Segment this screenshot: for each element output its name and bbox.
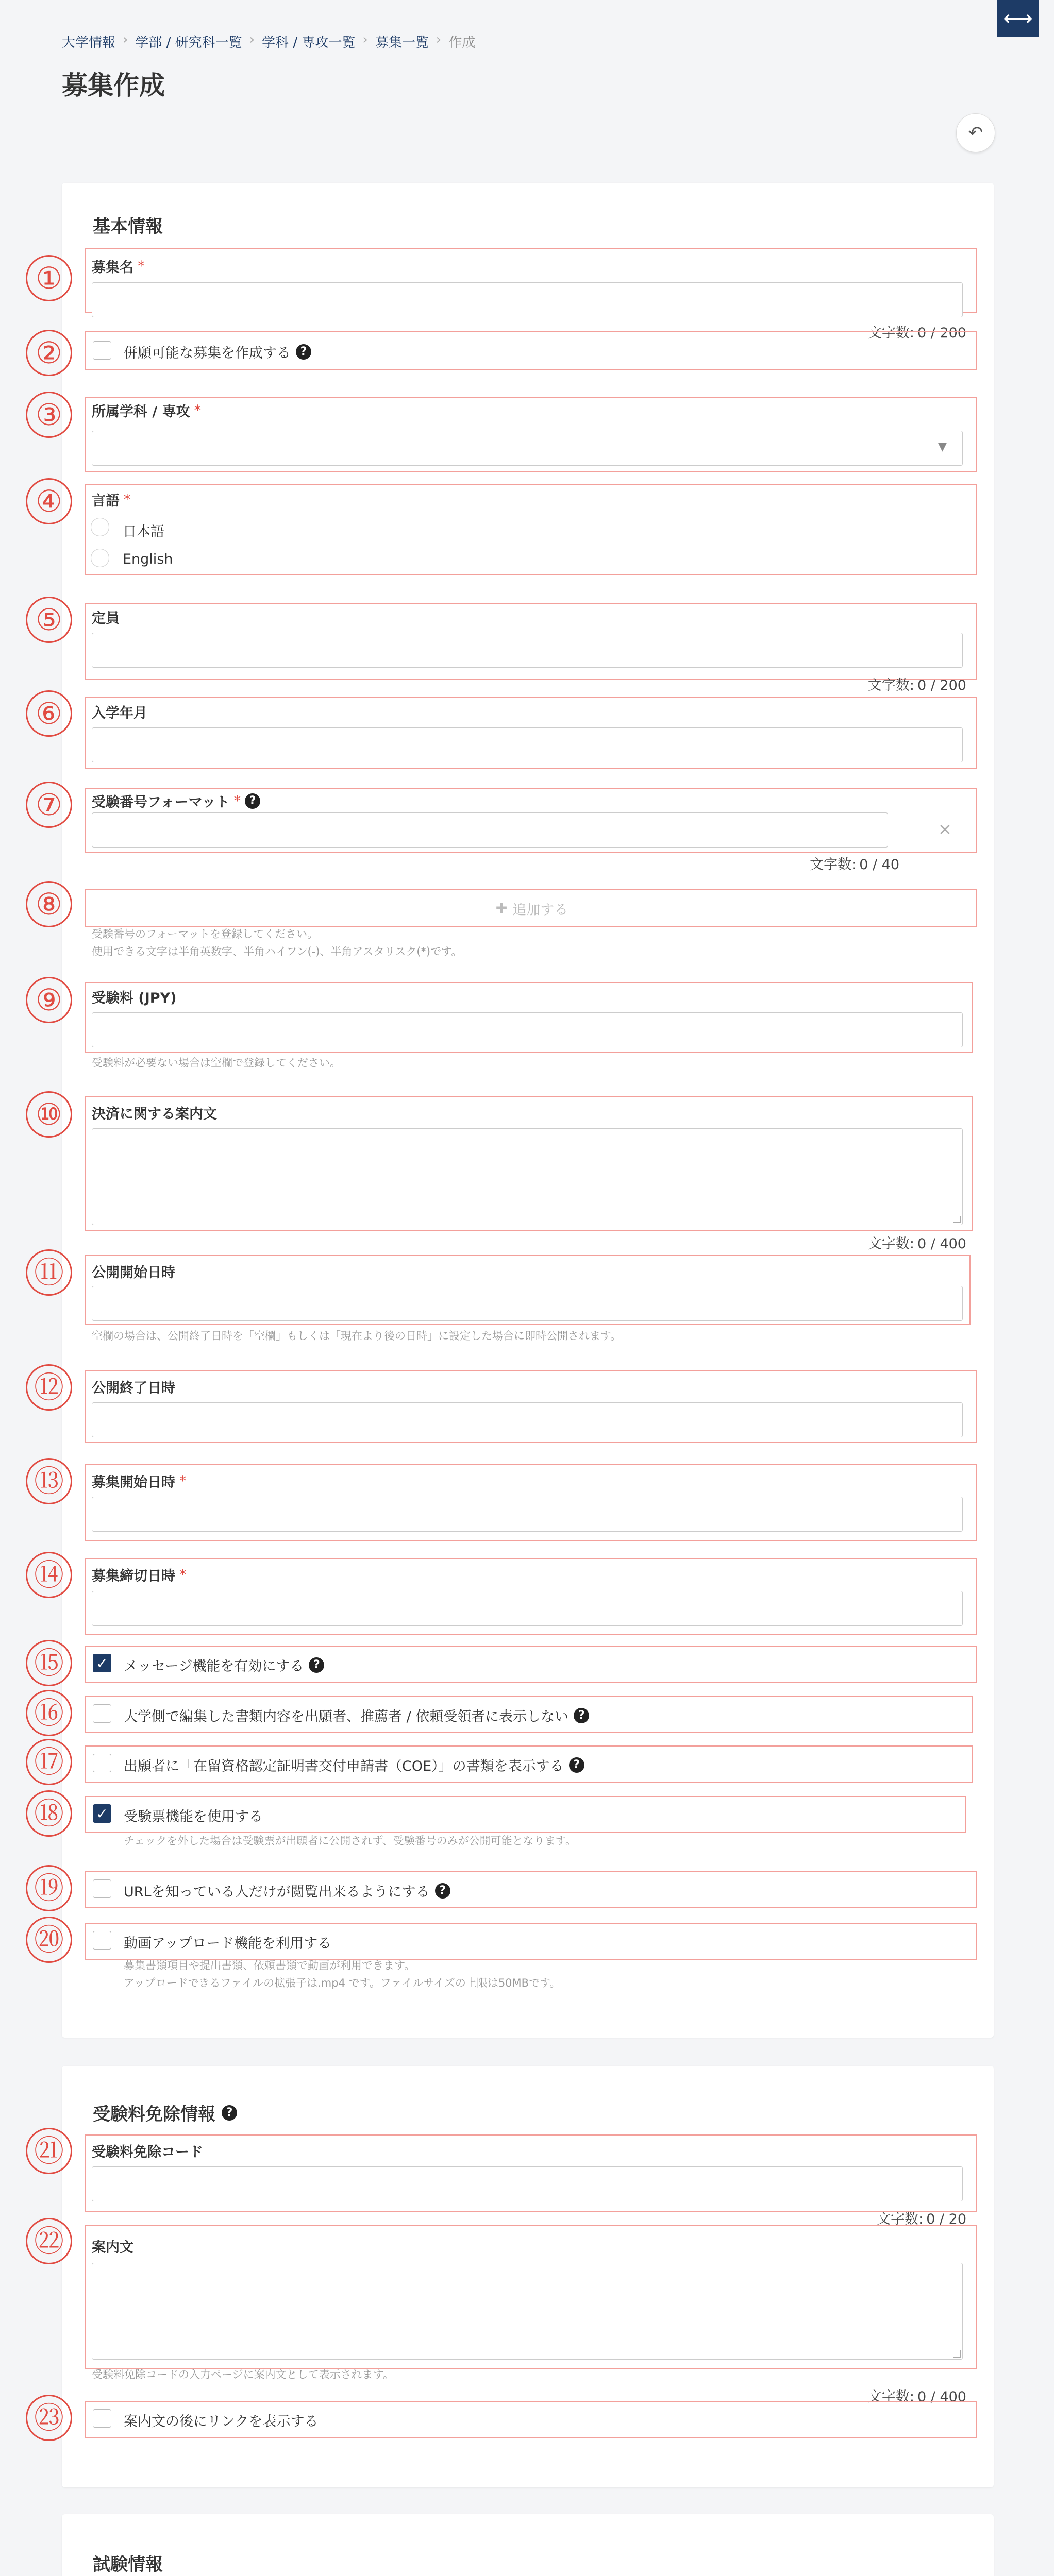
help-icon[interactable]: ?: [574, 1708, 589, 1723]
recruitment-name-input[interactable]: [92, 282, 963, 317]
exam-fee-input[interactable]: [92, 1012, 963, 1047]
resize-handle[interactable]: [953, 2350, 961, 2358]
admission-label: 入学年月: [92, 705, 147, 721]
video-upload-checkbox[interactable]: [93, 1931, 111, 1950]
language-radio-english[interactable]: [91, 549, 109, 567]
publish-end-label: 公開終了日時: [92, 1380, 175, 1396]
waiver-guide-textarea[interactable]: [92, 2263, 963, 2360]
marker-2: ②: [26, 330, 72, 376]
marker-16: ⑯: [26, 1690, 72, 1736]
marker-21: ㉑: [26, 2128, 72, 2174]
exam-number-format-counter: 文字数: 0 / 40: [810, 857, 899, 873]
admission-input[interactable]: [92, 727, 963, 762]
publish-end-input[interactable]: [92, 1402, 963, 1437]
waiver-guide-counter: 文字数: 0 / 400: [867, 2389, 966, 2405]
marker-22: ㉒: [26, 2218, 72, 2264]
message-feature-checkbox[interactable]: ✓: [93, 1654, 111, 1672]
breadcrumb-current: 作成: [448, 35, 476, 50]
language-label: 言語 *: [92, 492, 131, 509]
breadcrumb-recruitment-list[interactable]: 募集一覧: [375, 35, 429, 50]
breadcrumb-separator: ›: [436, 32, 442, 47]
marker-19: ⑲: [26, 1865, 72, 1911]
recruit-start-input[interactable]: [92, 1497, 963, 1532]
capacity-counter: 文字数: 0 / 200: [867, 677, 966, 693]
coe-docs-checkbox[interactable]: [93, 1754, 111, 1772]
marker-9: ⑨: [26, 977, 72, 1023]
marker-14: ⑭: [26, 1552, 72, 1598]
url-only-label: URLを知っている人だけが閲覧出来るようにする ?: [124, 1880, 450, 1901]
highlight-box: [85, 484, 977, 575]
breadcrumb-faculty-list[interactable]: 学部 / 研究科一覧: [135, 35, 242, 50]
payment-guide-counter: 文字数: 0 / 400: [867, 1236, 966, 1252]
marker-13: ⑬: [26, 1458, 72, 1504]
back-button[interactable]: ↶: [956, 113, 995, 152]
publish-start-input[interactable]: [92, 1286, 963, 1321]
payment-guide-label: 決済に関する案内文: [92, 1106, 217, 1122]
basic-info-title: 基本情報: [93, 216, 163, 237]
exam-fee-label: 受験料 (JPY): [92, 990, 177, 1006]
url-only-checkbox[interactable]: [93, 1879, 111, 1898]
waiver-code-label: 受験料免除コード: [92, 2144, 203, 2160]
recruit-end-label: 募集締切日時 *: [92, 1567, 187, 1584]
capacity-input[interactable]: [92, 633, 963, 668]
show-link-label: 案内文の後にリンクを表示する: [124, 2414, 319, 2430]
clear-icon[interactable]: ×: [938, 819, 952, 839]
waiver-code-counter: 文字数: 0 / 20: [877, 2211, 966, 2227]
department-label: 所属学科 / 専攻 *: [92, 402, 202, 420]
waiver-guide-label: 案内文: [92, 2240, 133, 2256]
page-title: 募集作成: [62, 71, 165, 100]
exam-ticket-label: 受験票機能を使用する: [124, 1809, 263, 1825]
exam-number-format-help: 受験番号のフォーマットを登録してください。 使用できる文字は半角英数字、半角ハイフン(-)、半角アスタリスク(*)です。: [92, 928, 462, 958]
expand-icon[interactable]: ⟷: [997, 0, 1039, 37]
marker-15: ⑮: [26, 1640, 72, 1686]
message-feature-label: メッセージ機能を有効にする ?: [124, 1655, 324, 1675]
help-icon[interactable]: ?: [569, 1757, 584, 1773]
marker-23: ㉓: [26, 2395, 72, 2441]
help-icon[interactable]: ?: [296, 344, 311, 360]
hide-edited-docs-label: 大学側で編集した書類内容を出願者、推薦者 / 依頼受領者に表示しない ?: [124, 1705, 589, 1725]
parallel-label: 併願可能な募集を作成する ?: [124, 342, 311, 362]
exam-info-title: 試験情報: [93, 2554, 163, 2575]
recruit-end-input[interactable]: [92, 1591, 963, 1626]
video-upload-help: 募集書類項目や提出書類、依頼書類で動画が利用できます。 アップロードできるファイルの拡張子は.mp4 です。ファイルサイズの上限は50MBです。: [124, 1959, 561, 1989]
marker-11: ⑪: [26, 1249, 72, 1296]
exam-info-card: [62, 2514, 994, 2576]
show-link-checkbox[interactable]: [93, 2409, 111, 2428]
marker-3: ③: [26, 392, 72, 438]
marker-18: ⑱: [26, 1790, 72, 1837]
breadcrumb-separator: ›: [362, 32, 368, 47]
chevron-down-icon: ▼: [938, 440, 947, 453]
exam-number-format-input[interactable]: [92, 812, 888, 848]
recruitment-name-label: 募集名 *: [92, 258, 145, 276]
publish-start-help: 空欄の場合は、公開終了日時を「空欄」もしくは「現在より後の日時」に設定した場合に即時公開されます。: [92, 1330, 622, 1342]
language-option-english: English: [123, 551, 173, 567]
fee-waiver-title: 受験料免除情報 ?: [93, 2100, 237, 2125]
waiver-guide-help: 受験料免除コードの入力ページに案内文として表示されます。: [92, 2368, 394, 2381]
marker-20: ⑳: [26, 1917, 72, 1963]
marker-8: ⑧: [26, 881, 72, 927]
help-icon[interactable]: ?: [435, 1883, 450, 1899]
breadcrumb-separator: ›: [249, 32, 255, 47]
breadcrumb-university[interactable]: 大学情報: [62, 35, 116, 50]
exam-number-format-label: 受験番号フォーマット * ?: [92, 791, 260, 811]
coe-docs-label: 出願者に「在留資格認定証明書交付申請書（COE）」の書類を表示する ?: [124, 1755, 584, 1775]
hide-edited-docs-checkbox[interactable]: [93, 1704, 111, 1723]
exam-fee-help: 受験料が必要ない場合は空欄で登録してください。: [92, 1057, 341, 1069]
video-upload-label: 動画アップロード機能を利用する: [124, 1936, 332, 1952]
exam-ticket-help: チェックを外した場合は受験票が出願者に公開されず、受験番号のみが公開可能となります。: [124, 1835, 577, 1847]
parallel-checkbox[interactable]: [93, 341, 111, 360]
marker-17: ⑰: [26, 1739, 72, 1785]
add-format-button[interactable]: ✚ 追加する: [495, 900, 568, 918]
marker-10: ⑩: [26, 1091, 72, 1138]
recruit-start-label: 募集開始日時 *: [92, 1473, 187, 1490]
language-radio-japanese[interactable]: [91, 518, 109, 536]
marker-12: ⑫: [26, 1364, 72, 1411]
recruitment-name-counter: 文字数: 0 / 200: [867, 325, 966, 341]
breadcrumb: [62, 32, 475, 51]
marker-7: ⑦: [26, 782, 72, 828]
language-option-japanese: 日本語: [123, 524, 164, 540]
breadcrumb-separator: ›: [123, 32, 128, 47]
exam-ticket-checkbox[interactable]: ✓: [93, 1804, 111, 1823]
marker-4: ④: [26, 478, 72, 524]
plus-icon: ✚: [495, 900, 508, 917]
breadcrumb-department-list[interactable]: 学科 / 専攻一覧: [262, 35, 356, 50]
publish-start-label: 公開開始日時: [92, 1265, 175, 1281]
help-icon[interactable]: ?: [222, 2105, 237, 2121]
marker-6: ⑥: [26, 690, 72, 737]
resize-handle[interactable]: [953, 1216, 961, 1223]
department-select[interactable]: [92, 431, 963, 466]
waiver-code-input[interactable]: [92, 2166, 963, 2201]
capacity-label: 定員: [92, 611, 120, 626]
help-icon[interactable]: ?: [245, 793, 260, 809]
marker-1: ①: [26, 255, 72, 301]
help-icon[interactable]: ?: [309, 1657, 324, 1673]
payment-guide-textarea[interactable]: [92, 1128, 963, 1225]
marker-5: ⑤: [26, 597, 72, 643]
